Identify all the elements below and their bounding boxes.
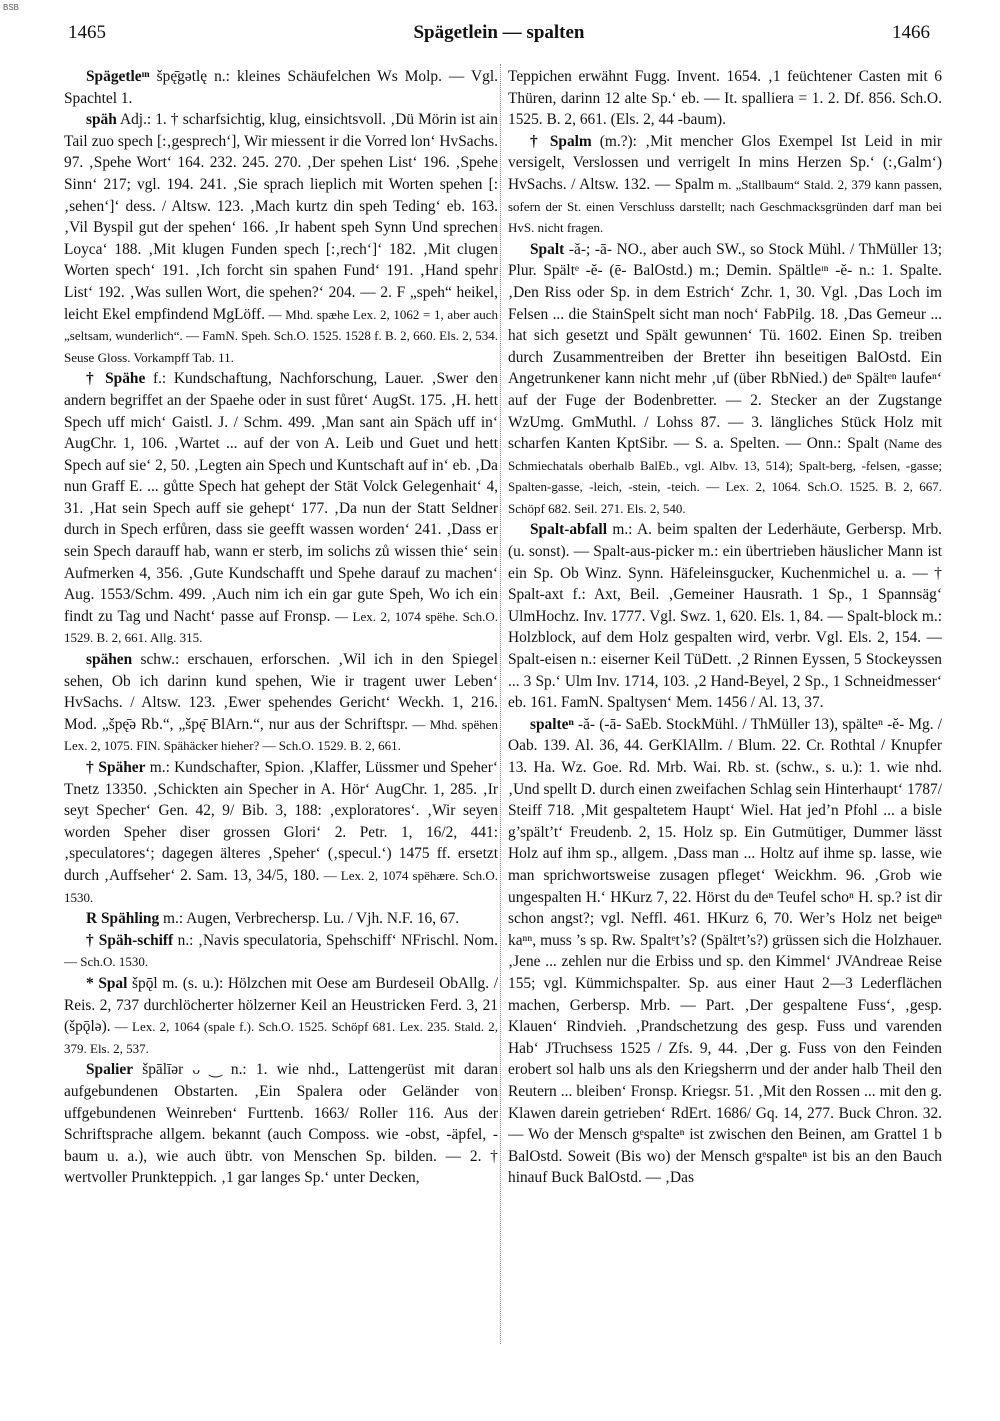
entry-headword: spalteⁿ	[530, 715, 574, 733]
page-number-right: 1466	[892, 22, 930, 43]
entry-references: — Mhd. spæhe Lex. 2, 1062 = 1, aber auch „seltsam, wunderlich“. — FamN. Speh. Sch.O. 1525. 1528 f. B. 2, 660. Els. 2, 534. Seuse Gloss. Vorkampff Tab. 11.	[64, 306, 498, 365]
dictionary-entry	[508, 66, 942, 131]
entry-text: (m.?): ‚Mit mencher Glos Exempel Ist Leid in mir versigelt, Verslossen und verrigelt In mins Herzen Sp.‘ (:‚Galm‘) HvSachs. / Altsw. 132. — Spalm	[508, 132, 942, 193]
entry-headword: Spägetleᶦⁿ	[86, 68, 150, 85]
dictionary-entry	[508, 131, 942, 239]
entry-headword: Spalt	[530, 240, 565, 258]
right-column	[508, 66, 942, 1406]
entry-references: — Sch.O. 1530.	[64, 954, 149, 970]
entry-headword: † Spähe	[86, 370, 146, 388]
entry-headword: * Spal	[86, 974, 128, 992]
entry-text: -ă-; -ā- NO., aber auch SW., so Stock Mühl. / ThMüller 13; Plur. Spältᵉ -ĕ- (ē- BalOstd.) m.; Demin. Spältleᶦⁿ -ĕ- n.: 1. Spalte. ‚Den Riss oder Sp. in dem Estrich‘ Zchr. 1, 30. Vgl. ‚Das Loch im Felsen ... die StainSpelt sicht man noch‘ FabPilg. 18. ‚Das Gemeur ... hat sich gesetzt und Spält gewunnen‘ Tü. 1602. Einen Sp. treiben durch Zusammentreiben der Bretter ihn beseitigen BalOstd. Ein Angetrunkener kann nicht mehr ‚uf (über RbNied.) deⁿ Spältᵉⁿ laufeⁿ‘ auf der Fuge der Bodenbretter. — 2. Stecker an der Zugstange WzUmg. GmMuthl. / Lohss 87. — 3. längliches Stück Holz mit scharfen Kanten KptSibr. — S. a. Spelten. — Onn.: Spalt	[508, 240, 942, 453]
entry-text: f.: Kundschaftung, Nachforschung, Lauer. ‚Swer den andern begriffet an der Spaehe oder in sust fůret‘ AugSt. 175. ‚H. hett Spech uff mich‘ Gaistl. J. / Schm. 499. ‚Man sant ain Späch uff in‘ AugChr. 1, 106. ‚Wartet ... auf der von A. Leib und Guet und hett Spech auf sie‘ 2, 50. ‚Legten ain Spech und Kuntschaft auf in‘ eb. ‚Da nun Graff E. ... gůtte Spech hat gehept der Stät Volck Gelegenhait‘ 4, 31. ‚Hat sein Spech auff sie gehept‘ 177. ‚Da nun der Statt Seldner durch in Spech erfůren, dass sie geefft wassen worden‘ 241. ‚Dass er sein Spech darauff hab, wann er sterb, im solichs zů wissen thie‘ sein Aufmerken 4, 356. ‚Gute Kundschafft und Spehe darauf zu machen‘ Aug. 1553/Schm. 499. ‚Auch nim ich ein gar gute Speh, Wo ich ein findt zu Tag und Nacht‘ passe auf Fronsp.	[64, 370, 498, 625]
entry-references: — Lex. 2, 1064 (spale f.). Sch.O. 1525. Schöpf 681. Lex. 235. Stald. 2, 379. Els. 2, 537.	[64, 1019, 498, 1056]
dictionary-entry	[64, 368, 498, 649]
entry-text: špǭl m. (s. u.): Hölzchen mit Oese am Burdeseil ObAllg. / Reis. 2, 737 durchlöcherter hölzerner Keil an Heustricken Ferd. 3, 21 (špǭlə).	[64, 974, 498, 1036]
dictionary-entry	[64, 109, 498, 368]
entry-text: schw.: erschauen, erforschen. ‚Wil ich in den Spiegel sehen, Ob ich darinn kund spehen, Wie ir tragent uwer Leben‘ HvSachs. / Altsw. 123. ‚Ewer spehendes Gericht‘ Weckh. 1, 216. Mod. „špę̄ə Rb.“, „špę̄ BlArn.“, nur aus der Schriftspr.	[64, 651, 498, 733]
entry-references: (Name des Schmiechatals oberhalb BalEb., vgl. Albv. 13, 514); Spalt-berg, -felsen, -gasse; Spalten-gasse, -leich, -stein, -teich. — Lex. 2, 1064. Sch.O. 1525. B. 2, 667. Schöpf 682. Seil. 271. Els. 2, 540.	[508, 436, 942, 516]
entry-text: Adj.: 1. † scharfsichtig, klug, einsichtsvoll. ‚Dü Mörin ist ain Tail zuo spech [:‚gesprech‘], Wir miessent ir die Vorred lon‘ HvSachs. 97. ‚Spehe Wort‘ 164. 232. 245. 270. ‚Der spehen List‘ 196. ‚Spehe Sinn‘ 217; vgl. 194. 241. ‚Sie sprach lieplich mit Worten spehen [:‚sehen‘]‘ dess. / Altsw. 123. ‚Mach kurtz din speh Teding‘ eb. 163. ‚Vil Byspil gut der spehen‘ 166. ‚Ir habent speh Synn Und sprechen Loyca‘ 188. ‚Mit klugen Funden spech [:‚rech‘]‘ 182. ‚Mit clugen Worten spech‘ 191. ‚Ich forcht sin spahen Fund‘ 191. ‚Hand spehr List‘ 192. ‚Was sullen Wort, die spehen?‘ 204. — 2. F „speh“ heikel, leicht Ekel empfindend MgLöff.	[64, 111, 498, 323]
entry-text: Teppichen erwähnt Fugg. Invent. 1654. ‚1 feüchtener Casten mit 6 Thüren, darinn 12 alte Sp.‘ eb. — It. spalliera = 1. 2. Df. 856. Sch.O. 1525. B. 2, 661. (Els. 2, 44 -baum).	[508, 68, 942, 129]
dictionary-entry	[64, 649, 498, 757]
dictionary-entry	[64, 1059, 498, 1189]
entry-text: m.: A. beim spalten der Lederhäute, Gerbersp. Mrb. (u. sonst). — Spalt-aus-picker m.: ein übertrieben häuslicher Mann ist ein Sp. Ob Winz. Synn. Häfeleinsgucker, Kuchenmichel u. a. — † Spalt-axt f.: Axt, Beil. ‚Gemeiner Hausrath. 1 Sp., 1 Spannsäg‘ UlmHochz. Inv. 1777. Vgl. Swz. 1, 620. Els. 1, 84. — Spalt-block m.: Holzblock, auf dem Holz gespalten wird, verbr. Vgl. Els. 2, 154. — Spalt-eisen n.: eiserner Keil TüDett. ‚2 Rinnen Eyssen, 5 Stockeyssen ... 3 Sp.‘ Ulm Inv. 1714, 103. ‚2 Hand-Beyel, 2 Sp., 1 Schneidmesser‘ eb. 161. FamN. Spaltysen‘ Mem. 1456 / Al. 13, 37.	[508, 521, 942, 712]
entry-text: m.: Augen, Verbrechersp. Lu. / Vjh. N.F. 16, 67.	[159, 910, 460, 928]
library-stamp: BSB	[3, 3, 20, 12]
entry-headword: R Spähling	[86, 910, 160, 928]
column-divider	[500, 64, 501, 1344]
page-number-left: 1465	[68, 22, 106, 43]
dictionary-entry	[64, 757, 498, 908]
entry-references: m. „Stallbaum“ Stald. 2, 379 kann passen, sofern der St. einen Verschluss darstellt; nach Geschmacksgründen darf man bei HvS. nicht fragen.	[508, 176, 942, 236]
entry-text: špę̄gətlę n.: kleines Schäufelchen Ws Molp. — Vgl. Spachtel 1.	[64, 68, 498, 107]
entry-text: -ă- (-ā- SaEb. StockMühl. / ThMüller 13), spälteⁿ -ĕ- Mg. / Oab. 139. Al. 36, 44. GerKlAllm. / Blum. 22. Cr. Rothtal / Knupfer 13. Ha. Wz. Goe. Rd. Mrb. Wai. Rb. st. (schw., s. u.): 1. wie nhd. ‚Und spellt D. durch einen zweifachen Schlag sein Hinterhaupt‘ 1787/ Steiff 718. ‚Mit gespaltetem Haupt‘ Wiel. Hat jed’n Pfohl ... a bisle g’spält’t‘ Freudenb. 2, 15. Holz sp. Ein Gutmütiger, Dummer lässt Holz auf ihm sp., allgem. ‚Dass man ... Holtz auf ihme sp. lasse, wie man sprichwortsweise zusagen pfleget‘ Weickhm. 96. ‚Grob wie ungespalten H.‘ HKurz 7, 22. Hörst du deⁿ Teufel schoⁿ H. sp.? ist dir schon angst?; vgl. Neffl. 461. HKurz 6, 70. Wer’s Holz net beigeⁿ kaⁿⁿ, muss ’s sp. Rw. Spaltᵉt’s? (Spältᵉt’s?) grüssen sich die Holzhauer. ‚Jene ... zehlen nur die Erbiss und sp. den Kimmel‘ JVAndreae Reise 155; vgl. Kümmichspalter. Sp. aus einer Haut 2—3 Lederflächen machen, Gerbersp. Mrb. — Part. ‚Der gespaltene Fuss‘, ‚gesp. Klauen‘ Rindvieh. ‚Prandschetzung des gesp. Fuss und varenden Hab‘ JTruchsess 1525 / Zfs. 9, 44. ‚Der g. Fuss von den Feinden erobert sol halb uns als den Kriegsherrn und der ander halb Theil den Reutern ... bleiben‘ Fronsp. Kriegsr. 51. ‚Mit den Rossen ... mit den g. Klawen darein getrieben‘ RdErt. 1686/ Gq. 14, 277. Buck Chron. 32. — Wo der Mensch gᵉspalteⁿ ist zwischen den Beinen, am Grattel 1 b BalOstd. Soweit (Bis wo) der Mensch gᵉspalteⁿ ist bis an den Bauch hinauf Buck BalOstd. — ‚Das	[508, 715, 942, 1187]
entry-references: — Lex. 2, 1074 spëhe. Sch.O. 1529. B. 2, 661. Allg. 315.	[64, 608, 498, 646]
entry-headword: späh	[86, 111, 117, 129]
entry-headword: Spalier	[86, 1061, 134, 1079]
dictionary-entry	[508, 519, 942, 713]
page-header	[68, 22, 930, 50]
entry-headword: Spalt-abfall	[530, 521, 607, 539]
left-column	[64, 66, 498, 1406]
running-title: Spägetlein — spalten	[413, 22, 585, 43]
entry-references: — Lex. 2, 1074 spëhære. Sch.O. 1530.	[64, 867, 498, 905]
entry-text: m.: Kundschafter, Spion. ‚Klaffer, Lüssmer und Speher‘ Tnetz 13350. ‚Schickten ain Specher in A. Hör‘ AugChr. 1, 285. ‚Ir seyt Specher‘ Gen. 42, 9/ Bib. 3, 188: ‚exploratores‘. ‚Wir seyen worden Speher diser grossen Glori‘ 2. Petr. 1, 16/2, 441: ‚speculatores‘; dagegen älteres ‚Speher‘ (‚specul.‘) 1475 ff. ersetzt durch ‚Auffseher‘ 2. Sam. 13, 34/5, 180.	[64, 759, 498, 884]
dictionary-entry	[64, 973, 498, 1059]
dictionary-entry	[508, 239, 942, 520]
entry-references: — Mhd. spëhen Lex. 2, 1075. FIN. Spähäcker hieher? — Sch.O. 1529. B. 2, 661.	[64, 716, 498, 754]
dictionary-entry	[508, 714, 942, 1189]
dictionary-entry	[64, 930, 498, 973]
entry-headword: † Späher	[86, 759, 146, 776]
entry-headword: † Späh-schiff	[86, 931, 174, 949]
entry-text: n.: ‚Navis speculatoria, Spehschiff‘ NFrischl. Nom.	[173, 931, 498, 949]
dictionary-entry	[64, 66, 498, 109]
entry-headword: spähen	[86, 651, 133, 669]
entry-headword: † Spalm	[530, 132, 592, 150]
entry-text: špālīər ᴗ ‿ n.: 1. wie nhd., Lattengerüst mit daran aufgebundenen Obstarten. ‚Ein Spalera oder Geländer von uffgebundenen Weinreben‘ Furttenb. 1663/ Roller 116. Aus der Schriftsprache allgem. bekannt (auch Composs. wie -obst, -äpfel, -baum u. a.), wie auch übtr. von Menschen Sp. bilden. — 2. † wertvoller Prunkteppich. ‚1 gar langes Sp.‘ unter Decken,	[64, 1061, 498, 1187]
dictionary-entry	[64, 908, 498, 930]
